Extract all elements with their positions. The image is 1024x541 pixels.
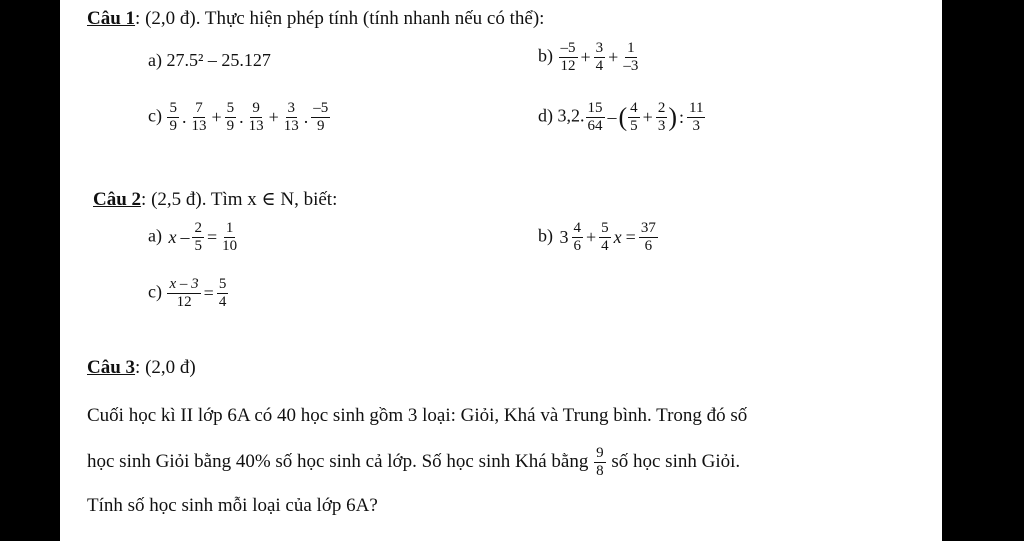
q1-part-d: d) 3,2. $\frac{15}{64}$ –( $\frac{4}{5}$ + $\frac{2}{3}$ ) : $\frac{11}{3}$ xyxy=(538,100,704,134)
question-1-points: : (2,0 đ). Thực hiện phép tính (tính nhanh nếu có thể): xyxy=(135,8,545,29)
q1d-label: d) xyxy=(538,105,553,126)
q1d-lead: 3,2. xyxy=(557,105,585,126)
question-2-heading xyxy=(93,188,337,211)
q3-line-2-start: học sinh Giỏi bằng 40% số học sinh cả lớp. Số học sinh Khá bằng xyxy=(87,450,589,472)
q1b-fraction-2: $\frac{3}{4}$ xyxy=(595,40,604,74)
exam-page xyxy=(60,0,942,541)
q3-line-2-end: số học sinh Giỏi. xyxy=(611,450,741,472)
q1c-label: c) xyxy=(148,105,162,126)
q1b-label: b) xyxy=(538,45,553,66)
q1-part-b xyxy=(538,40,641,75)
q2-part-c: c) $\frac{x - 3}{12}$ = $\frac{5}{4}$ xyxy=(148,276,227,310)
q2-part-b: b) 3 $\frac{4}{6}$ + $\frac{5}{4}$ x = $\frac{37}{6}$ xyxy=(538,220,656,254)
q2a-label: a) xyxy=(148,225,162,246)
q1c-fraction-4: $\frac{9}{13}$ xyxy=(248,100,264,134)
q2b-fraction-2: $\frac{5}{4}$ xyxy=(601,220,609,254)
q3-line-2 xyxy=(87,445,740,480)
q3-line-3: Tính số học sinh mỗi loại của lớp 6A? xyxy=(87,495,378,516)
q1c-fraction-3: $\frac{5}{9}$ xyxy=(226,100,235,134)
q1b-op-2: + xyxy=(608,47,619,67)
q1b-fraction-1: $\frac{-5}{12}$ xyxy=(560,40,576,74)
q2c-fraction-2: $\frac{5}{4}$ xyxy=(218,276,227,310)
q1c-fraction-5: $\frac{3}{13}$ xyxy=(283,100,299,134)
q2a-fraction-1: $\frac{2}{5}$ xyxy=(194,220,202,254)
question-1-heading xyxy=(87,8,544,30)
q1d-fraction-3: $\frac{2}{3}$ xyxy=(657,100,666,134)
question-3-heading xyxy=(87,357,196,379)
q1-part-a xyxy=(148,50,271,71)
question-3-points: : (2,0 đ) xyxy=(135,357,196,378)
question-2-title: Câu 2 xyxy=(93,189,142,210)
q1a-label: a) xyxy=(148,50,162,70)
q1-part-c: c) $\frac{5}{9}$ . $\frac{7}{13}$ + $\frac{5}{9}$ . $\frac{9}{13}$ + $\frac{3}{13}$ . $\frac{-5}{9}$ xyxy=(148,100,329,134)
q1a-expression: 27.5² – 25.127 xyxy=(166,50,271,70)
q1b-fraction-3: $\frac{1}{-3}$ xyxy=(623,40,639,74)
q1d-fraction-2: $\frac{4}{5}$ xyxy=(630,100,638,134)
q2b-label: b) xyxy=(538,225,553,246)
q2c-label: c) xyxy=(148,281,162,302)
q1d-fraction-1: $\frac{15}{64}$ xyxy=(587,100,603,134)
question-1-title: Câu 1 xyxy=(87,8,136,29)
q2a-fraction-2: $\frac{1}{10}$ xyxy=(222,220,238,254)
question-3-title: Câu 3 xyxy=(87,357,136,378)
q2c-fraction-1: $\frac{x - 3}{12}$ xyxy=(169,276,199,310)
q1d-fraction-4: $\frac{11}{3}$ xyxy=(689,100,704,134)
q2b-fraction-1: $\frac{4}{6}$ xyxy=(573,220,581,254)
q1b-op-1: + xyxy=(580,47,591,67)
q2b-fraction-3: $\frac{37}{6}$ xyxy=(640,220,656,254)
q3-line-1: Cuối học kì II lớp 6A có 40 học sinh gồm 3 loại: Giỏi, Khá và Trung bình. Trong đó số xyxy=(87,405,748,426)
q3-fraction: $\frac{9}{8}$ xyxy=(596,445,604,479)
question-2-points: : (2,5 đ). Tìm x ∈ N, biết: xyxy=(141,189,338,210)
q1c-fraction-2: $\frac{7}{13}$ xyxy=(191,100,207,134)
q1c-fraction-1: $\frac{5}{9}$ xyxy=(169,100,177,134)
q2-part-a: a) x – $\frac{2}{5}$ = $\frac{1}{10}$ xyxy=(148,220,238,254)
q1c-fraction-6: $\frac{-5}{9}$ xyxy=(313,100,329,134)
